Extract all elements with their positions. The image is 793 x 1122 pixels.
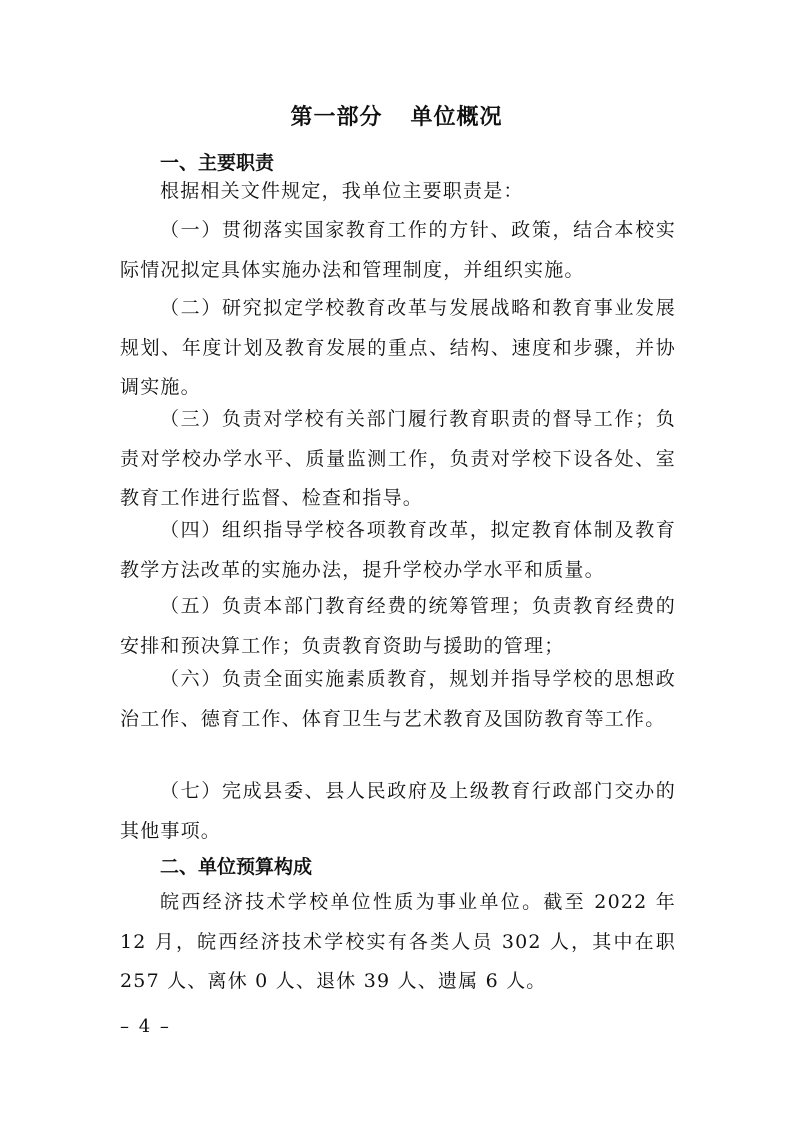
budget-paragraph: 皖西经济技术学校单位性质为事业单位。截至 2022 年 12 月，皖西经济技术学校实有各类人员 302 人，其中在职 257 人、离休 0 人、退休 39 人、遗属 6 人。	[120, 891, 676, 992]
page-title	[0, 100, 793, 131]
duties-intro: 根据相关文件规定，我单位主要职责是：	[160, 180, 524, 202]
duty-item-2: （二）研究拟定学校教育改革与发展战略和教育事业发展规划、年度计划及教育发展的重点、结构、速度和步骤，并协调实施。	[120, 297, 676, 398]
title-subject: 单位概况	[410, 105, 503, 130]
section-heading-budget: 二、单位预算构成	[160, 856, 313, 878]
page-number: – 4 –	[120, 1016, 171, 1037]
duty-item-3: （三）负责对学校有关部门履行教育职责的督导工作；负责对学校办学水平、质量监测工作，负责对学校下设各处、室教育工作进行监督、检查和指导。	[120, 408, 676, 509]
duty-item-6: （六）负责全面实施素质教育，规划并指导学校的思想政治工作、德育工作、体育卫生与艺术教育及国防教育等工作。	[120, 668, 676, 730]
section-heading-duties: 一、主要职责	[160, 152, 275, 174]
duty-item-7: （七）完成县委、县人民政府及上级教育行政部门交办的其他事项。	[120, 780, 676, 842]
title-part: 第一部分	[290, 105, 383, 130]
duty-item-4: （四）组织指导学校各项教育改革，拟定教育体制及教育教学方法改革的实施办法，提升学校办学水平和质量。	[120, 519, 676, 581]
duty-item-5: （五）负责本部门教育经费的统筹管理；负责教育经费的安排和预决算工作；负责教育资助与援助的管理；	[120, 595, 676, 657]
duty-item-1: （一）贯彻落实国家教育工作的方针、政策，结合本校实际情况拟定具体实施办法和管理制度，并组织实施。	[120, 219, 676, 281]
